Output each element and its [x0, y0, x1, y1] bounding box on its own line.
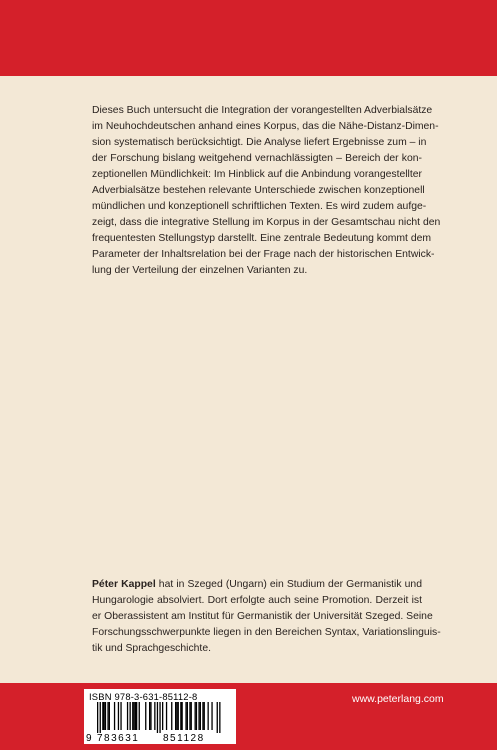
barcode-bar: [175, 702, 176, 730]
barcode-bar: [208, 702, 209, 730]
description-line: zeigt, dass die integrative Stellung im Korpus in der Gesamtschau nicht den: [92, 217, 441, 228]
description-line: lung der Verteilung der einzelnen Varianten zu.: [92, 265, 308, 276]
barcode-bar: [135, 702, 136, 730]
barcode-bar: [191, 702, 192, 730]
barcode-digit-group-right: 851128: [163, 733, 205, 744]
description-line: frequentesten Stellungstyp darstellt. Eine zentrale Bedeutung kommt dem: [92, 233, 432, 244]
barcode-bar: [219, 702, 220, 733]
description-line: zeptionellen Mündlichkeit: Im Hinblick auf die Anbindung vorangestellter: [92, 169, 422, 180]
author-bio-line: tik und Sprachgeschichte.: [92, 643, 211, 654]
barcode-bar: [136, 702, 137, 730]
barcode-bar: [127, 702, 128, 730]
barcode-bar: [189, 702, 190, 730]
publisher-url[interactable]: www.peterlang.com: [352, 693, 444, 705]
barcode-bar: [195, 702, 196, 730]
description-line: im Neuhochdeutschen anhand eines Korpus, das die Nähe-Distanz-Dimen-: [92, 121, 439, 132]
barcode-bar: [185, 702, 186, 730]
barcode-bar: [196, 702, 197, 730]
isbn-label: ISBN 978-3-631-85112-8: [89, 691, 198, 702]
barcode-digit-group-left: 783631: [97, 733, 140, 744]
author-biography: [92, 577, 441, 657]
barcode-bar: [178, 702, 179, 730]
barcode-bar: [132, 702, 133, 730]
author-bio-line: Hungarologie absolviert. Dort erfolgte auch seine Promotion. Derzeit ist: [92, 595, 422, 606]
barcode-bar: [118, 702, 119, 730]
barcode-bar: [150, 702, 151, 730]
barcode-bar: [130, 702, 131, 730]
barcode-bar: [107, 702, 108, 730]
description-line: mündlichen und konzeptionell schriftlichen Texten. Es wird zudem aufge-: [92, 201, 427, 212]
barcode-bar: [180, 702, 181, 730]
barcode-bar: [104, 702, 105, 730]
barcode-bars: [87, 702, 233, 733]
barcode-bar: [114, 702, 115, 730]
barcode-bar: [171, 702, 172, 730]
author-bio-line: [92, 577, 422, 593]
barcode-bar: [102, 702, 103, 730]
barcode-bar: [109, 702, 110, 730]
barcode-bar: [149, 702, 150, 730]
barcode-bar: [187, 702, 188, 730]
description-line: der Forschung bislang weitgehend vernachlässigten – Bereich der kon-: [92, 153, 422, 164]
barcode-bar: [145, 702, 146, 730]
barcode-bar: [202, 702, 203, 730]
barcode-bar: [139, 702, 140, 730]
barcode-bar: [157, 702, 158, 733]
description-line: sion systematisch berücksichtigt. Die Analyse liefert Ergebnisse zum – in: [92, 137, 427, 148]
barcode-bar: [162, 702, 163, 730]
barcode-first-digit: 9: [86, 733, 92, 744]
barcode-bar: [120, 702, 121, 730]
barcode-bar: [204, 702, 205, 730]
barcode-bar: [182, 702, 183, 730]
description-line: Adverbialsätze bestehen relevante Unterschiede zwischen konzeptionell: [92, 185, 425, 196]
barcode-bar: [217, 702, 218, 733]
barcode-bar: [100, 702, 101, 733]
barcode-bar: [200, 702, 201, 730]
description-line: Parameter der Inhaltsrelation bei der Frage nach der historischen Entwick-: [92, 249, 435, 260]
barcode-bar: [97, 702, 98, 733]
barcode-bar: [198, 702, 199, 730]
description-line: Dieses Buch untersucht die Integration der vorangestellten Adverbialsätze: [92, 105, 433, 116]
barcode-bar: [105, 702, 106, 730]
isbn-barcode: [84, 689, 236, 744]
barcode-bar: [159, 702, 160, 733]
author-name: Péter Kappel: [92, 579, 156, 590]
book-description: [92, 103, 441, 279]
author-bio-text: hat in Szeged (Ungarn) ein Studium der Germanistik und: [155, 579, 422, 590]
author-bio-line: Forschungsschwerpunkte liegen in den Bereichen Syntax, Variationslinguis-: [92, 627, 441, 638]
top-red-band: [0, 0, 497, 76]
barcode-bar: [176, 702, 177, 730]
barcode-bar: [154, 702, 155, 730]
barcode-bar: [166, 702, 167, 730]
barcode-bar: [211, 702, 212, 730]
barcode-bar: [133, 702, 134, 730]
author-bio-line: er Oberassistent am Institut für Germanistik der Universität Szeged. Seine: [92, 611, 433, 622]
